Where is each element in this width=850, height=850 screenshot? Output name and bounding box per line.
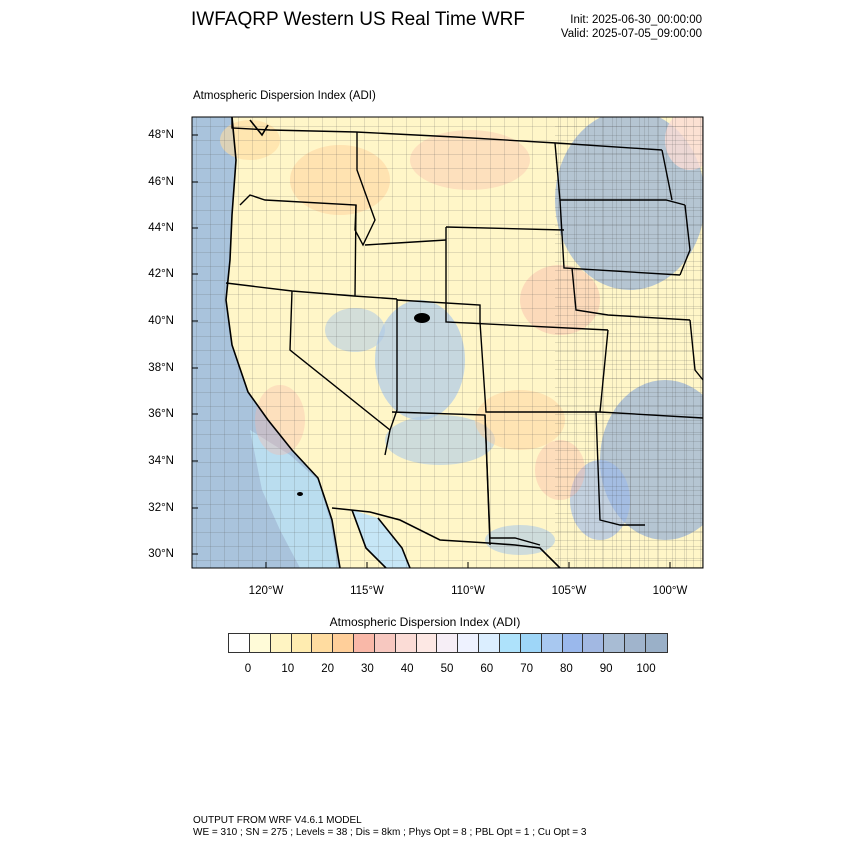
colorbar-box: [333, 634, 354, 652]
colorbar-label: 70: [520, 663, 533, 675]
lat-label-48n: 48°N: [148, 129, 174, 141]
colorbar-box: [271, 634, 292, 652]
lat-label-34n: 34°N: [148, 455, 174, 467]
colorbar-box: [458, 634, 479, 652]
colorbar-box: [375, 634, 396, 652]
colorbar-box: [479, 634, 500, 652]
colorbar: [228, 633, 668, 653]
colorbar-box: [542, 634, 563, 652]
colorbar-label: 60: [480, 663, 494, 675]
colorbar-box: [583, 634, 604, 652]
colorbar-box: [500, 634, 521, 652]
county-lines-east: [555, 117, 703, 568]
colorbar-box: [417, 634, 438, 652]
footer-line-1: OUTPUT FROM WRF V4.6.1 MODEL: [193, 815, 362, 826]
colorbar-box: [646, 634, 667, 652]
colorbar-box: [604, 634, 625, 652]
lat-label-42n: 42°N: [148, 268, 174, 280]
colorbar-label: 80: [559, 663, 573, 675]
lat-label-38n: 38°N: [148, 362, 174, 374]
colorbar-label: 0: [244, 663, 252, 675]
colorbar-label: 20: [321, 663, 334, 675]
colorbar-box: [396, 634, 417, 652]
colorbar-box: [250, 634, 271, 652]
lon-label-105w: 105°W: [551, 585, 587, 597]
colorbar-title: Atmospheric Dispersion Index (ADI): [329, 615, 521, 629]
colorbar-box: [625, 634, 646, 652]
colorbar-label: 50: [440, 663, 454, 675]
map-subtitle: Atmospheric Dispersion Index (ADI): [193, 90, 376, 102]
lat-label-46n: 46°N: [148, 176, 174, 188]
lon-label-110w: 110°W: [451, 585, 485, 597]
colorbar-box: [229, 634, 250, 652]
lon-label-120w: 120°W: [248, 585, 284, 597]
lat-label-44n: 44°N: [148, 222, 174, 234]
colorbar-box: [437, 634, 458, 652]
lat-label-36n: 36°N: [148, 408, 174, 420]
lon-label-115w: 115°W: [350, 585, 384, 597]
chart-title: IWFAQRP Western US Real Time WRF: [191, 9, 525, 30]
valid-time: Valid: 2025-07-05_09:00:00: [560, 28, 702, 40]
model-footer: [193, 815, 586, 839]
lat-label-30n: 30°N: [148, 548, 174, 560]
colorbar-label: 40: [400, 663, 414, 675]
lat-label-40n: 40°N: [148, 315, 174, 327]
colorbar-box: [521, 634, 542, 652]
colorbar-box: [354, 634, 375, 652]
colorbar-label: 100: [636, 663, 656, 675]
lat-label-32n: 32°N: [148, 502, 174, 514]
colorbar-box: [312, 634, 333, 652]
lon-label-100w: 100°W: [652, 585, 688, 597]
footer-line-2: WE = 310 ; SN = 275 ; Levels = 38 ; Dis = 8km ; Phys Opt = 8 ; PBL Opt = 1 ; Cu Opt = 3: [193, 827, 587, 838]
colorbar-box: [292, 634, 313, 652]
colorbar-label: 30: [360, 663, 374, 675]
colorbar-box: [563, 634, 584, 652]
colorbar-label: 90: [599, 663, 613, 675]
init-time: Init: 2025-06-30_00:00:00: [570, 14, 702, 26]
colorbar-label: 10: [281, 663, 295, 675]
